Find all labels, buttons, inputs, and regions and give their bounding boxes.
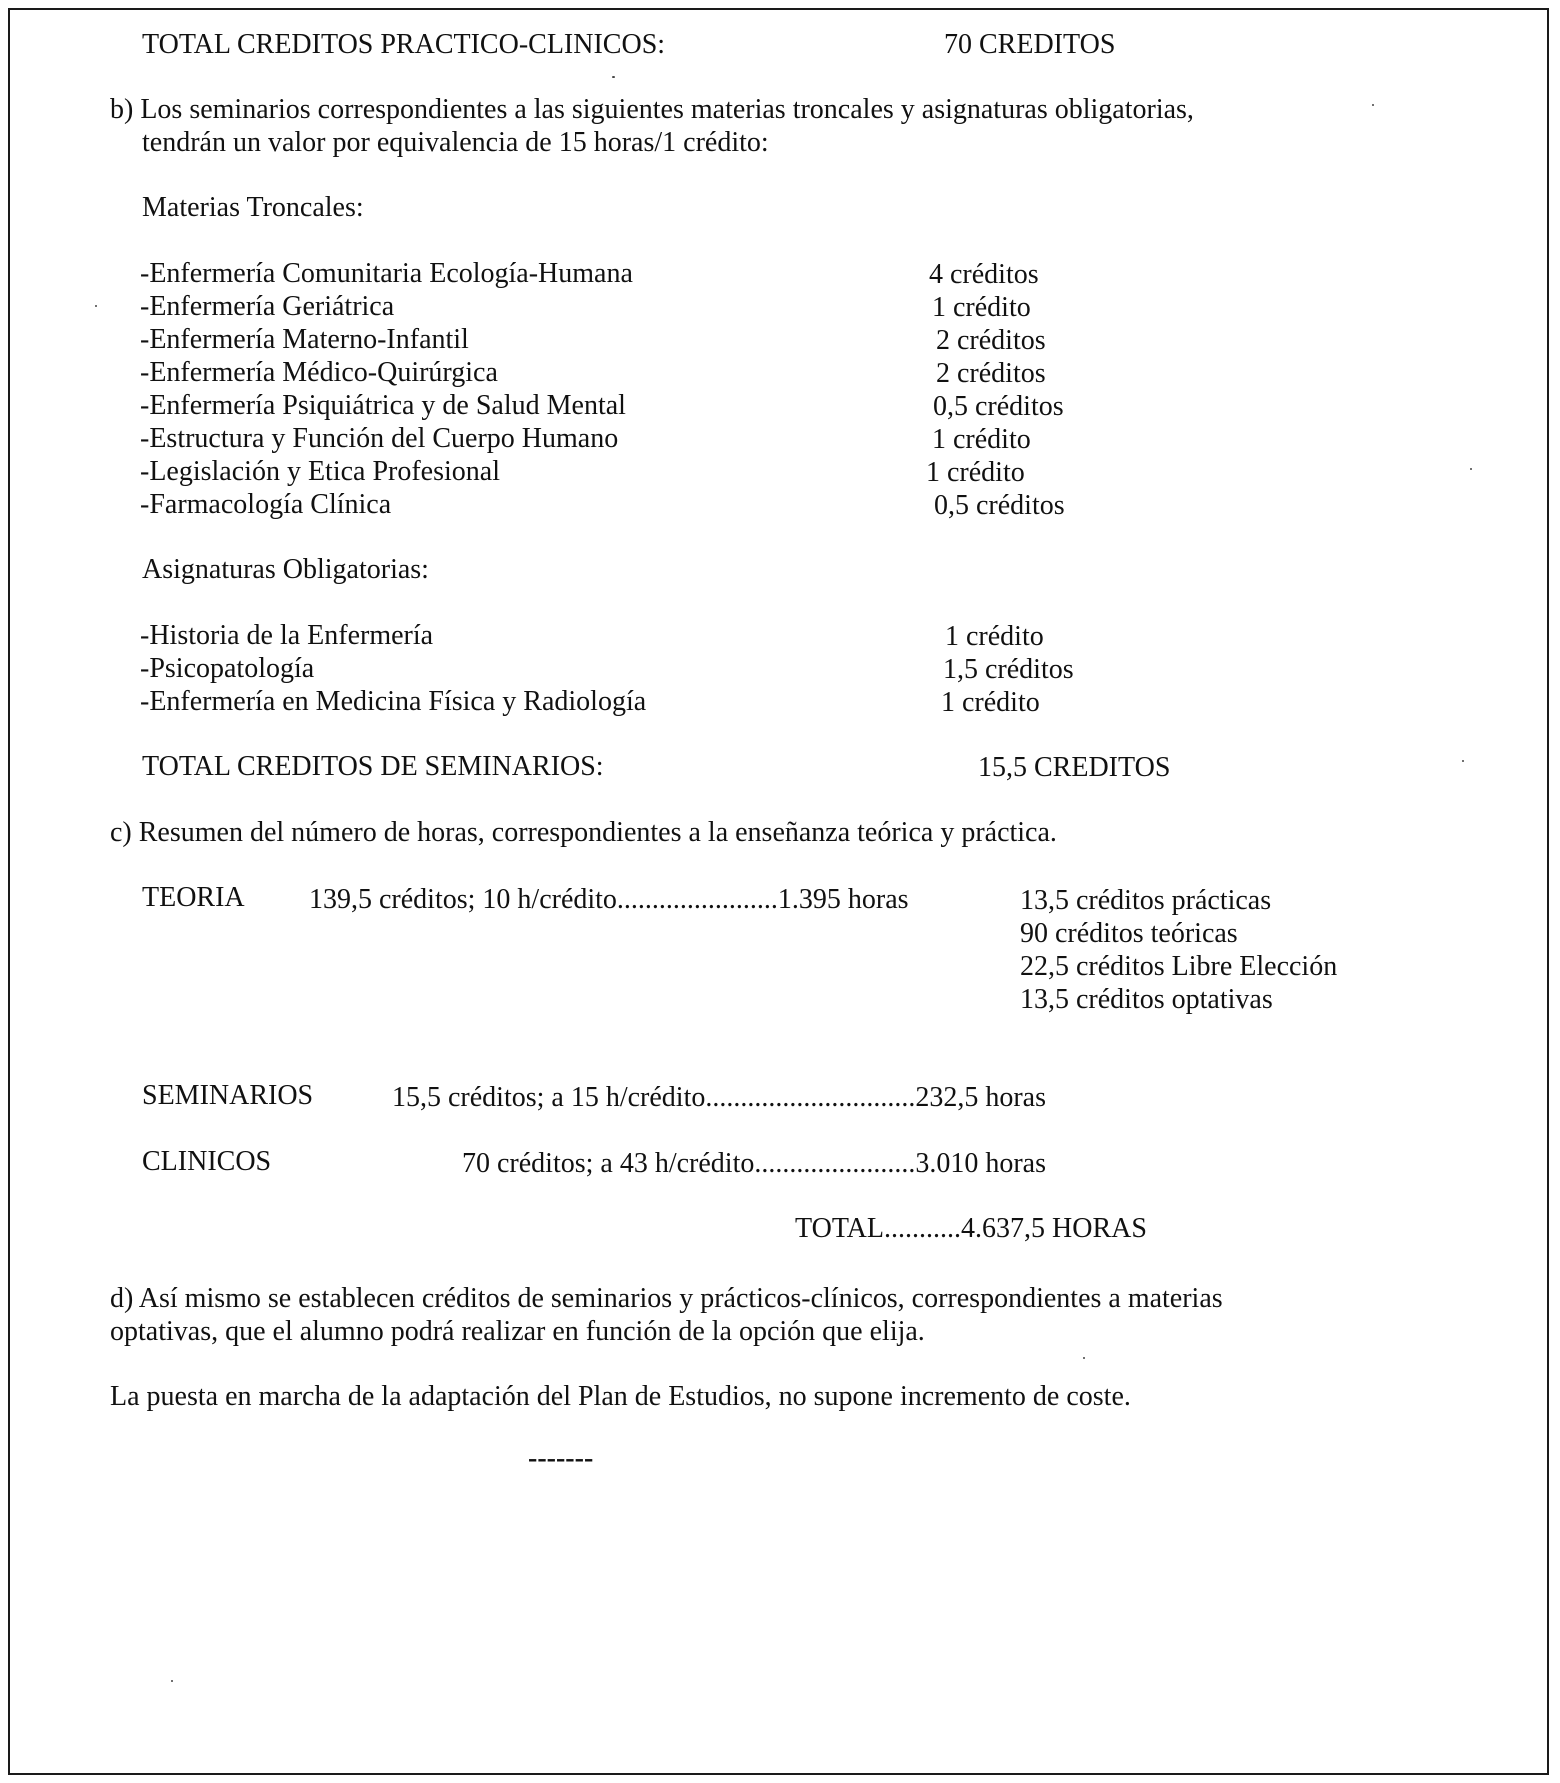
teoria-breakdown-item: 22,5 créditos Libre Elección [1020,951,1338,982]
scan-speck [171,1680,173,1682]
practico-clinicos-total-label: TOTAL CREDITOS PRACTICO-CLINICOS: [142,29,666,60]
obligatoria-name: -Psicopatología [140,653,315,684]
section-c-heading: c) Resumen del número de horas, correspondientes a la enseñanza teórica y práctica. [110,817,1057,848]
practico-clinicos-total-value: 70 CREDITOS [944,29,1116,60]
scan-speck [1083,1357,1085,1359]
clinicos-calculation: 70 créditos; a 43 h/crédito.......................3.010 horas [462,1148,1047,1179]
troncal-credits: 2 créditos [936,358,1046,389]
obligatorias-heading: Asignaturas Obligatorias: [142,554,429,585]
section-b-line-1: b) Los seminarios correspondientes a las siguientes materias troncales y asignaturas obligatorias, [110,94,1194,125]
troncal-credits: 2 créditos [936,325,1046,356]
obligatoria-credits: 1,5 créditos [943,654,1074,685]
scan-speck [612,76,615,78]
troncal-name: -Enfermería Comunitaria Ecología-Humana [140,258,633,289]
scan-speck [1372,104,1374,106]
troncal-name: -Enfermería Materno-Infantil [140,324,469,355]
teoria-breakdown-item: 13,5 créditos optativas [1020,984,1273,1015]
troncal-name: -Enfermería Médico-Quirúrgica [140,357,498,388]
obligatoria-name: -Historia de la Enfermería [140,620,434,651]
obligatoria-credits: 1 crédito [941,687,1040,718]
section-d-line-2: optativas, que el alumno podrá realizar en función de la opción que elija. [110,1316,925,1347]
troncal-credits: 1 crédito [932,424,1031,455]
clinicos-label: CLINICOS [142,1146,272,1177]
teoria-breakdown-item: 90 créditos teóricas [1020,918,1238,949]
scan-speck [1462,760,1464,762]
end-mark: ------- [528,1443,594,1474]
troncal-name: -Enfermería Geriátrica [140,291,395,322]
teoria-label: TEORIA [142,882,245,913]
troncal-credits: 0,5 créditos [933,391,1064,422]
troncal-name: -Legislación y Etica Profesional [140,456,500,487]
teoria-calculation: 139,5 créditos; 10 h/crédito.......................1.395 horas [309,884,909,915]
troncal-name: -Farmacología Clínica [140,489,392,520]
closing-statement: La puesta en marcha de la adaptación del Plan de Estudios, no supone incremento de coste. [110,1381,1131,1412]
section-d-line-1: d) Así mismo se establecen créditos de seminarios y prácticos-clínicos, correspondientes a materias [110,1283,1223,1314]
scan-speck [95,305,97,307]
obligatoria-credits: 1 crédito [945,621,1044,652]
troncal-name: -Enfermería Psiquiátrica y de Salud Mental [140,390,626,421]
seminarios-total-label: TOTAL CREDITOS DE SEMINARIOS: [142,751,604,782]
seminarios-label: SEMINARIOS [142,1080,314,1111]
teoria-breakdown-item: 13,5 créditos prácticas [1020,885,1272,916]
seminarios-total-value: 15,5 CREDITOS [978,752,1171,783]
troncal-credits: 0,5 créditos [934,490,1065,521]
troncal-name: -Estructura y Función del Cuerpo Humano [140,423,619,454]
troncal-credits: 1 crédito [932,292,1031,323]
troncales-heading: Materias Troncales: [142,192,364,223]
seminarios-calculation: 15,5 créditos; a 15 h/crédito..............................232,5 horas [392,1082,1047,1113]
hours-grand-total: TOTAL...........4.637,5 HORAS [795,1213,1147,1244]
scan-speck [1470,468,1472,470]
obligatoria-name: -Enfermería en Medicina Física y Radiología [140,686,647,717]
troncal-credits: 4 créditos [929,259,1039,290]
section-b-line-2: tendrán un valor por equivalencia de 15 horas/1 crédito: [142,127,769,158]
troncal-credits: 1 crédito [926,457,1025,488]
